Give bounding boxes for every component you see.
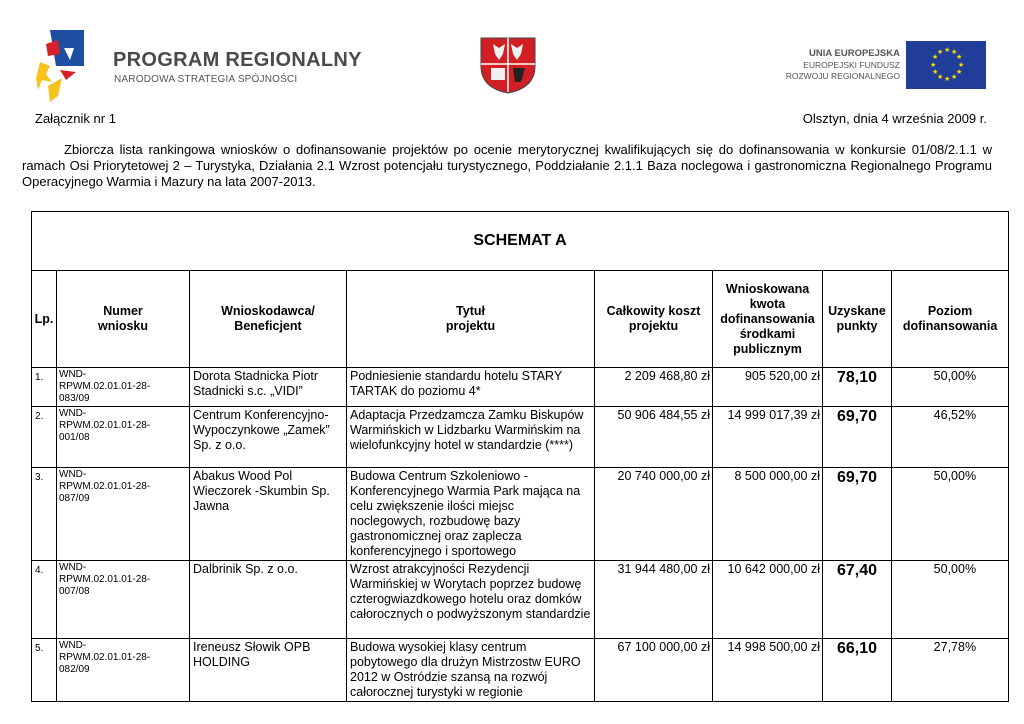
col-lp: Lp.	[32, 271, 57, 368]
svg-text:★: ★	[951, 73, 958, 81]
svg-text:★: ★	[956, 53, 963, 61]
schema-title: SCHEMAT A	[32, 212, 1009, 271]
cell-title: Budowa wysokiej klasy centrum pobytowego dla drużyn Mistrzostw EURO 2012 w Ostródzie szansą na rozwój całorocznej turystyki w regionie	[347, 639, 595, 702]
cell-lp: 3.	[32, 468, 57, 561]
cell-title: Podniesienie standardu hotelu STARY TARTAK do poziomu 4*	[347, 368, 595, 407]
eu-line-3: ROZWOJU REGIONALNEGO	[785, 71, 900, 81]
cell-applicant: Centrum Konferencyjno-Wypoczynkowe „Zamek” Sp. z o.o.	[190, 407, 347, 468]
cell-applicant: Ireneusz Słowik OPB HOLDING	[190, 639, 347, 702]
col-requested: Wnioskowana kwota dofinansowania środkami publicznym	[713, 271, 823, 368]
cell-number: WND- RPWM.02.01.01-28- 007/08	[57, 561, 190, 639]
cell-applicant: Dalbrinik Sp. z o.o.	[190, 561, 347, 639]
table-row	[32, 468, 1009, 561]
svg-text:★: ★	[944, 46, 951, 54]
col-level: Poziom dofinansowania	[892, 271, 1009, 368]
svg-text:★: ★	[937, 73, 944, 81]
cell-level: 50,00%	[892, 368, 1009, 407]
cell-level: 50,00%	[892, 561, 1009, 639]
svg-text:★: ★	[937, 48, 944, 56]
cell-requested: 905 520,00 zł	[713, 368, 823, 407]
program-title: PROGRAM REGIONALNY	[113, 49, 362, 71]
cell-lp: 2.	[32, 407, 57, 468]
coat-of-arms-icon	[479, 36, 537, 94]
cell-applicant: Dorota Stadnicka Piotr Stadnicki s.c. „VIDI”	[190, 368, 347, 407]
annex-label: Załącznik nr 1	[35, 111, 116, 126]
eu-funding-label	[770, 48, 900, 82]
cell-level: 27,78%	[892, 639, 1009, 702]
table-row	[32, 639, 1009, 702]
ranking-table	[31, 211, 1008, 702]
program-logo-icon	[36, 26, 98, 106]
cell-points: 78,10	[823, 368, 892, 407]
cell-total-cost: 67 100 000,00 zł	[595, 639, 713, 702]
schema-row	[32, 212, 1009, 271]
cell-title: Budowa Centrum Szkoleniowo - Konferencyjnego Warmia Park mająca na celu zwiększenie ilości miejsc noclegowych, rozbudowę bazy gastronomicznej oraz zaplecza konferencyjnego i sportowego	[347, 468, 595, 561]
col-total-cost: Całkowity koszt projektu	[595, 271, 713, 368]
svg-text:★: ★	[932, 68, 939, 76]
cell-lp: 4.	[32, 561, 57, 639]
cell-total-cost: 50 906 484,55 zł	[595, 407, 713, 468]
program-subtitle: NARODOWA STRATEGIA SPÓJNOŚCI	[114, 74, 298, 85]
cell-level: 50,00%	[892, 468, 1009, 561]
cell-lp: 5.	[32, 639, 57, 702]
table-header-row	[32, 271, 1009, 368]
svg-text:★: ★	[930, 61, 937, 69]
page-header	[0, 0, 1024, 100]
cell-number: WND- RPWM.02.01.01-28- 082/09	[57, 639, 190, 702]
cell-points: 69,70	[823, 407, 892, 468]
eu-line-2: EUROPEJSKI FUNDUSZ	[803, 60, 900, 70]
eu-flag-icon	[906, 41, 986, 89]
cell-applicant: Abakus Wood Pol Wieczorek -Skumbin Sp. Jawna	[190, 468, 347, 561]
svg-text:★: ★	[932, 53, 939, 61]
col-number: Numer wniosku	[57, 271, 190, 368]
table-row	[32, 368, 1009, 407]
cell-total-cost: 31 944 480,00 zł	[595, 561, 713, 639]
cell-points: 67,40	[823, 561, 892, 639]
col-applicant: Wnioskodawca/ Beneficjent	[190, 271, 347, 368]
col-points: Uzyskane punkty	[823, 271, 892, 368]
eu-line-1: UNIA EUROPEJSKA	[809, 48, 900, 59]
intro-paragraph: Zbiorcza lista rankingowa wniosków o dofinansowanie projektów po ocenie merytorycznej kwalifikujących się do dofinansowania w konkursie 01/08/2.1.1 w ramach Osi Priorytetowej 2 – Turystyka, Działania 2.1 Wzrost potencjału turystycznego, Poddziałanie 2.1.1 Baza noclegowa i gastronomiczna Regionalnego Programu Operacyjnego Warmia i Mazury na lata 2007-2013.	[22, 142, 992, 189]
svg-text:★: ★	[956, 68, 963, 76]
cell-total-cost: 20 740 000,00 zł	[595, 468, 713, 561]
svg-text:★: ★	[944, 75, 951, 83]
cell-requested: 14 998 500,00 zł	[713, 639, 823, 702]
cell-requested: 14 999 017,39 zł	[713, 407, 823, 468]
table-row	[32, 561, 1009, 639]
cell-title: Wzrost atrakcyjności Rezydencji Warmińskiej w Worytach poprzez budowę czterogwiazdkowego hotelu oraz domków całorocznych o podwyższonym standardzie	[347, 561, 595, 639]
cell-number: WND- RPWM.02.01.01-28- 001/08	[57, 407, 190, 468]
cell-requested: 10 642 000,00 zł	[713, 561, 823, 639]
cell-requested: 8 500 000,00 zł	[713, 468, 823, 561]
cell-title: Adaptacja Przedzamcza Zamku Biskupów Warmińskich w Lidzbarku Warmińskim na wielofunkcyjny hotel w standardzie (****)	[347, 407, 595, 468]
cell-total-cost: 2 209 468,80 zł	[595, 368, 713, 407]
cell-number: WND- RPWM.02.01.01-28- 087/09	[57, 468, 190, 561]
col-title: Tytuł projektu	[347, 271, 595, 368]
cell-level: 46,52%	[892, 407, 1009, 468]
cell-points: 69,70	[823, 468, 892, 561]
cell-points: 66,10	[823, 639, 892, 702]
cell-number: WND- RPWM.02.01.01-28- 083/09	[57, 368, 190, 407]
svg-text:★: ★	[958, 61, 965, 69]
table-row	[32, 407, 1009, 468]
svg-text:★: ★	[951, 48, 958, 56]
place-date: Olsztyn, dnia 4 września 2009 r.	[802, 111, 987, 126]
cell-lp: 1.	[32, 368, 57, 407]
